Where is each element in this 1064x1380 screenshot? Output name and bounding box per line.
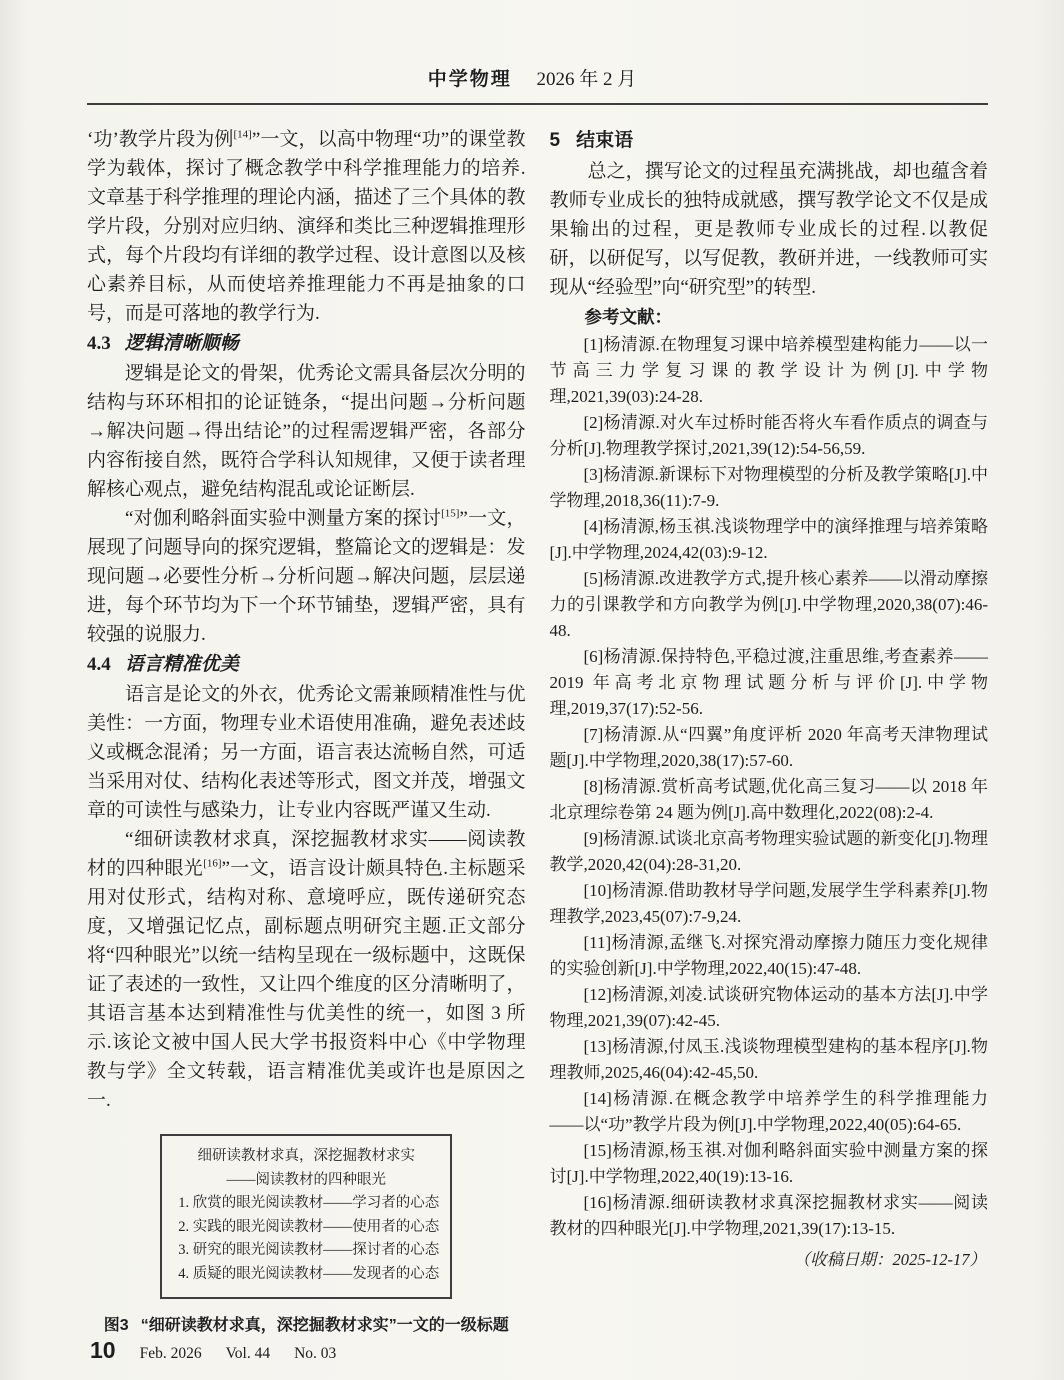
reference-entry: [4]杨清源,杨玉祺.浅谈物理学中的演绎推理与培养策略[J].中学物理,2024,42(03):9-12. [549,517,988,562]
section-number: 5 [549,130,561,151]
figure-caption-label: 图3 [103,1317,129,1334]
reference-entry: [5]杨清源.改进教学方式,提升核心素养——以滑动摩擦力的引课教学和方向教学为例[J].中学物理,2020,38(07):46-48. [549,569,988,640]
paragraph: 逻辑是论文的骨架，优秀论文需具备层次分明的结构与环环相扣的论证链条，“提出问题→分析问题→解决问题→得出结论”的过程需逻辑严密，各部分内容衔接自然，既符合学科认知规律，又便于读者理解核心观点，避免结构混乱或论证断层. [87,363,526,500]
reference-entry: [7]杨清源.从“四翼”角度评析 2020 年高考天津物理试题[J].中学物理,2020,38(17):57-60. [549,725,988,770]
figure-caption-text: “细研读教材求真，深挖掘教材求实”一文的一级标题 [140,1317,509,1334]
reference-entry: [6]杨清源.保持特色,平稳过渡,注重思维,考查素养——2019 年高考北京物理试题分析与评价[J].中学物理,2019,37(17):52-56. [549,647,988,718]
section-heading-4-3 [87,328,526,359]
journal-title: 中学物理 [427,69,512,90]
reference-entry: [12]杨清源,刘凌.试谈研究物体运动的基本方法[J].中学物理,2021,39(07):42-45. [549,985,988,1030]
reference-entry: [10]杨清源.借助教材导学问题,发展学生学科素养[J].物理教学,2023,45(07):7-9,24. [549,881,988,926]
reference-entry: [13]杨清源,付凤玉.浅谈物理模型建构的基本程序[J].物理教师,2025,46(04):42-45,50. [549,1037,988,1082]
figure-box-items [170,1192,442,1286]
section-number: 4.4 [87,654,111,675]
reference-entry: [3]杨清源.新课标下对物理模型的分析及教学策略[J].中学物理,2018,36(11):7-9. [549,465,988,510]
page-number: 10 [90,1337,116,1363]
reference-entry: [16]杨清源.细研读教材求真深挖掘教材求实——阅读教材的四种眼光[J].中学物理,2021,39(17):13-15. [549,1193,988,1238]
reference-entry: [14]杨清源.在概念教学中培养学生的科学推理能力——以“功”教学片段为例[J].中学物理,2022,40(05):64-65. [549,1089,988,1134]
paragraph: “对伽利略斜面实验中测量方案的探讨[15]”一文，展现了问题导向的探究逻辑，整篇论文的逻辑是：发现问题→必要性分析→分析问题→解决问题，层层递进，每个环节均为下一个环节铺垫，逻辑严密，具有较强的说服力. [87,507,526,645]
footer-date: Feb. 2026 [139,1345,202,1362]
references-list [550,332,989,1242]
issue-date: 2026 年 2 月 [536,69,637,90]
section-heading-4-4 [87,649,526,680]
section-title: 语言精准优美 [124,654,239,675]
reference-entry: [11]杨清源,孟继飞.对探究滑动摩擦力随压力变化规律的实验创新[J].中学物理,2022,40(15):47-48. [549,933,988,978]
section-title: 结束语 [576,130,634,151]
paragraph: “细研读教材求真，深挖掘教材求实——阅读教材的四种眼光[16]”一文，语言设计颇具特色.主标题采用对仗形式，结构对称、意境呼应，既传递研究态度，又增强记忆点，副标题点明研究主题.正文部分将“四种眼光”以统一结构呈现在一级标题中，这既保证了表述的一致性，又让四个维度的区分清晰明了，其语言基本达到精准性与优美性的统一，如图 3 所示.该论文被中国人民大学书报资料中心《中学物理教与学》全文转载，语言精准优美或许也是原因之一. [87,829,526,1111]
figure-box-subtitle: ——阅读教材的四种眼光 [226,1171,386,1188]
figure-list-item: 2. 实践的眼光阅读教材——使用者的心态 [178,1218,440,1235]
figure-3-box [160,1134,452,1299]
references-heading: 参考文献： [584,307,672,327]
right-column [550,125,989,1275]
figure-list-item: 1. 欣赏的眼光阅读教材——学习者的心态 [178,1195,440,1211]
figure-3-caption [87,1315,526,1337]
two-column-body [0,105,1064,1337]
continuation-paragraph: ‘功’教学片段为例[14]”一文，以高中物理“功”的课堂教学为载体，探讨了概念教学中科学推理能力的培养.文章基于科学推理的理论内涵，描述了三个具体的教学片段，分别对应归纳、演绎和类比三种逻辑推理形式，每个片段均有详细的教学过程、设计意图以及核心素养目标，从而使培养推理能力不再是抽象的口号，而是可落地的教学行为. [87,128,526,324]
figure-list-item: 4. 质疑的眼光阅读教材——发现者的心态 [178,1265,440,1282]
page-footer [90,1337,336,1364]
footer-issue-number: No. 03 [294,1345,337,1362]
section-title: 逻辑清晰顺畅 [124,333,239,354]
figure-list-item: 3. 研究的眼光阅读教材——探讨者的心态 [178,1242,440,1258]
reference-entry: [2]杨清源.对火车过桥时能否将火车看作质点的调查与分析[J].物理教学探讨,2021,39(12):54-56,59. [549,413,988,458]
reference-entry: [1]杨清源.在物理复习课中培养模型建构能力——以一节高三力学复习课的教学设计为例[J].中学物理,2021,39(03):24-28. [549,335,988,406]
paragraph: 语言是论文的外衣，优秀论文需兼顾精准性与优美性：一方面，物理专业术语使用准确，避免表述歧义或概念混淆；另一方面，语言表达流畅自然，可适当采用对仗、结构化表述等形式，图文并茂，增强文章的可读性与感染力，让专业内容既严谨又生动. [87,684,526,821]
conclusion-paragraph: 总之，撰写论文的过程虽充满挑战，却也蕴含着教师专业成长的独特成就感，撰写教学论文不仅是成果输出的过程，更是教师专业成长的过程.以教促研，以研促写，以写促教，教研并进，一线教师可实现从“经验型”向“研究型”的转型. [549,161,988,298]
received-date: （收稿日期：2025-12-17） [793,1250,986,1269]
figure-box-title: 细研读教材求真，深挖掘教材求实 [197,1148,415,1164]
left-column [87,125,526,1337]
section-number: 4.3 [87,333,111,354]
page-header [0,0,1064,92]
footer-volume: Vol. 44 [225,1345,271,1362]
reference-entry: [8]杨清源.赏析高考试题,优化高三复习——以 2018 年北京理综卷第 24 题为例[J].高中数理化,2022(08):2-4. [549,777,988,822]
reference-entry: [9]杨清源.试谈北京高考物理实验试题的新变化[J].物理教学,2020,42(04):28-31,20. [549,829,988,874]
reference-entry: [15]杨清源,杨玉祺.对伽利略斜面实验中测量方案的探讨[J].中学物理,2022,40(19):13-16. [549,1141,988,1186]
section-heading-5 [550,125,989,157]
